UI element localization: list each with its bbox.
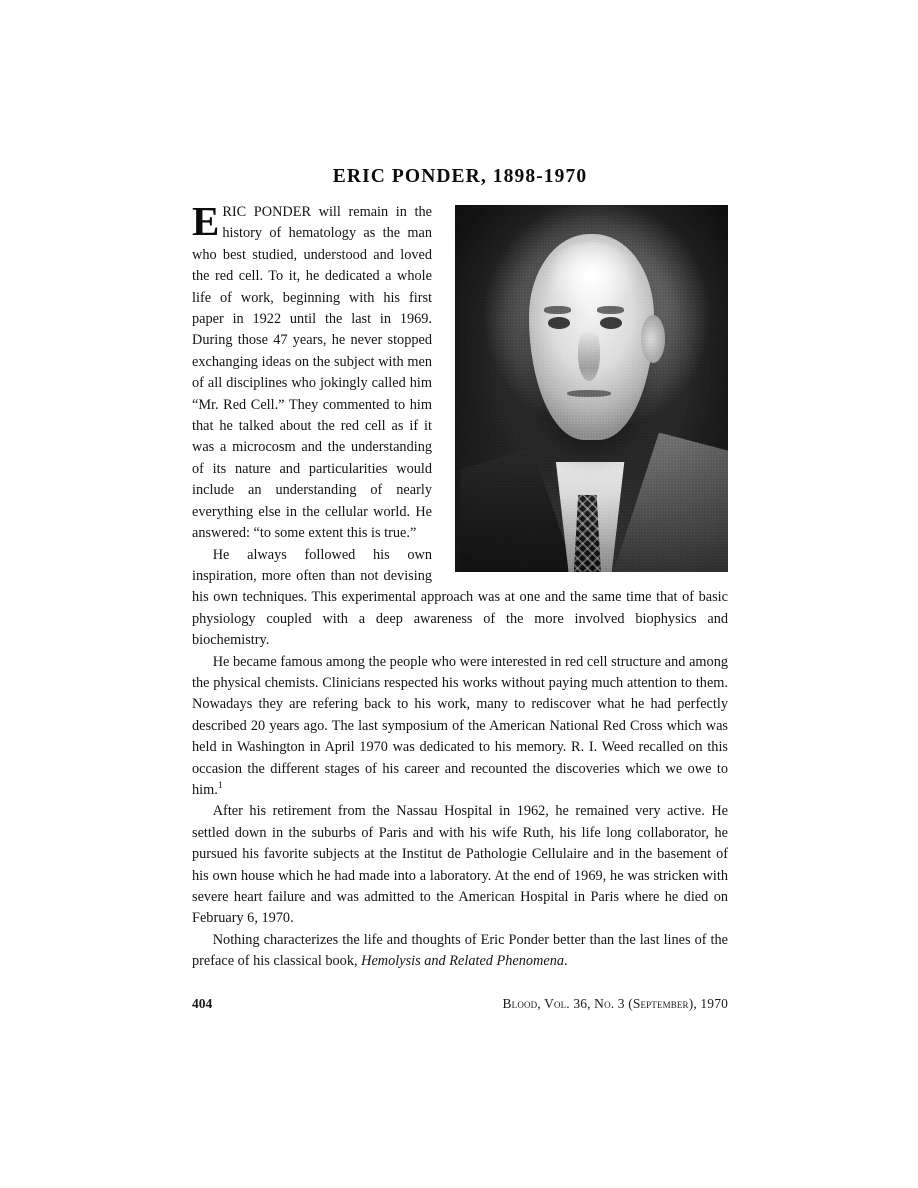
page-number: 404 <box>192 996 213 1011</box>
drop-cap: E <box>192 198 220 244</box>
paragraph-opening-text: RIC PONDER will remain in the history of hematology as the man who best studied, understood and loved the red cell. To it, he dedicated a whole life of work, beginning with his first paper in 1922 until the last in 1969. During those 47 years, he never stopped exchanging ideas on the subject with men of all disciplines who jokingly called him “Mr. Red Cell.” They commented to him that he talked about the red cell as if it was a microcosm and the understanding of its nature and particularities would include an understanding of nearly everything else in the cellular world. He answered: “to some extent this is true.” <box>192 204 432 542</box>
paragraph-closing-tail: . <box>564 953 568 970</box>
page-title: ERIC PONDER, 1898-1970 <box>332 166 588 187</box>
footnote-marker: 1 <box>217 780 223 792</box>
paragraph-retirement <box>192 801 728 929</box>
journal-citation: Blood, Vol. 36, No. 3 (September), 1970 <box>502 996 728 1011</box>
paragraph-closing <box>192 930 728 973</box>
paragraph-fame-text: He became famous among the people who were interested in red cell structure and among the physical chemists. Clinicians respected his works without paying much attention to them. Nowadays they are refering back to his work, many to rediscover what he had perfectly described 20 years ago. The last symposium of the American National Red Cross which was held in Washington in April 1970 was dedicated to his memory. R. I. Weed recalled on this occasion the different stages of his career and recounted the discoveries which we owe to him. <box>192 653 728 798</box>
book-title: Hemolysis and Related Phenomena <box>361 953 565 970</box>
page-footer <box>192 996 728 1016</box>
paragraph-closing-text: Nothing characterizes the life and thoughts of Eric Ponder better than the last lines of the preface of his classical book, <box>192 931 728 970</box>
paragraph-fame <box>192 652 728 802</box>
paragraph-inspiration-text: He always followed his own inspiration, more often than not devising his own techniques. This experimental approach was at one and the same time that of basic physiology coupled with a deep awareness of the more involved biophysics and biochemistry. <box>192 546 728 649</box>
paragraph-retirement-text: After his retirement from the Nassau Hospital in 1962, he remained very active. He settled down in the suburbs of Paris and with his wife Ruth, his life long collaborator, he pursued his favorite subjects at the Institut de Pathologie Cellulaire and in the basement of his own house which he had made into a laboratory. At the end of 1969, he was stricken with severe heart failure and was admitted to the American Hospital in Paris where he died on February 6, 1970. <box>192 803 728 927</box>
article-body <box>192 198 728 973</box>
photo-grayscale-layer <box>455 205 728 572</box>
portrait-photo <box>455 205 728 572</box>
